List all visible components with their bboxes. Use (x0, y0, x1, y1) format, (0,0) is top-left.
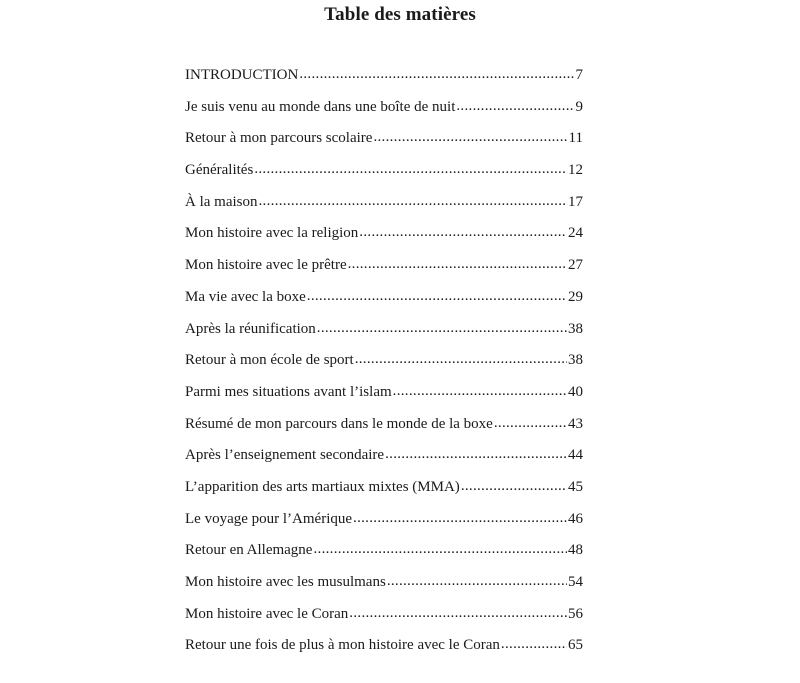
dot-leader (373, 123, 567, 154)
toc-entry-page: 65 (568, 637, 583, 654)
dot-leader (494, 409, 567, 440)
toc-entry (185, 282, 583, 314)
toc-entry-label: Résumé de mon parcours dans le monde de la boxe (185, 415, 493, 432)
toc-entry-label: INTRODUCTION (185, 67, 299, 83)
dot-leader (501, 630, 567, 661)
dot-leader (359, 218, 567, 249)
toc-entry (185, 345, 583, 377)
dot-leader (456, 92, 574, 123)
toc-entry-label: Retour à mon parcours scolaire (185, 130, 373, 147)
toc-entry-page: 9 (575, 98, 583, 115)
toc-entry-label: Mon histoire avec la religion (185, 225, 359, 242)
toc-entry-label: Après la réunification (185, 320, 316, 337)
toc-entry-page: 12 (568, 162, 583, 179)
dot-leader (254, 155, 567, 186)
toc-entry-page: 44 (568, 447, 583, 464)
toc-entry-page: 43 (568, 415, 583, 432)
dot-leader (299, 60, 574, 91)
toc-entry-page: 48 (568, 542, 583, 559)
dot-leader (393, 377, 567, 408)
toc-entry (185, 218, 583, 250)
toc-entry-label: À la maison (185, 193, 258, 210)
toc-entry-page: 46 (568, 510, 583, 527)
toc-entry (185, 535, 583, 567)
toc-entry (185, 92, 583, 124)
toc-entry-page: 54 (568, 574, 583, 590)
toc-entry (185, 250, 583, 282)
toc-entry (185, 472, 583, 504)
toc-title: Table des matières (324, 4, 476, 25)
toc-entry-label: L’apparition des arts martiaux mixtes (MMA) (185, 478, 460, 495)
dot-leader (349, 599, 567, 630)
toc-entry-label: Retour en Allemagne (185, 542, 313, 559)
toc-entry-page: 40 (568, 383, 583, 400)
toc-entry-page: 24 (568, 225, 583, 242)
toc-entry-page: 38 (568, 352, 583, 369)
toc-entry-page: 56 (568, 605, 583, 622)
toc-entry (185, 599, 583, 631)
toc-entry-label: Mon histoire avec le prêtre (185, 257, 347, 274)
dot-leader (307, 282, 567, 313)
toc-entry (185, 60, 583, 92)
dot-leader (317, 314, 567, 345)
dot-leader (355, 345, 567, 376)
toc-list (185, 60, 583, 662)
toc-entry (185, 409, 583, 441)
dot-leader (387, 567, 567, 598)
toc-entry-page: 27 (568, 257, 583, 274)
toc-entry-label: Mon histoire avec les musulmans (185, 574, 386, 590)
dot-leader (353, 504, 567, 535)
toc-entry (185, 187, 583, 219)
toc-entry-label: Mon histoire avec le Coran (185, 605, 349, 622)
toc-entry (185, 155, 583, 187)
toc-entry-label: Le voyage pour l’Amérique (185, 510, 353, 527)
toc-entry-page: 7 (575, 67, 583, 83)
toc-entry-label: Parmi mes situations avant l’islam (185, 383, 392, 400)
dot-leader (461, 472, 567, 503)
toc-entry-page: 29 (568, 288, 583, 305)
toc-entry (185, 567, 583, 599)
toc-entry-label: Après l’enseignement secondaire (185, 447, 385, 464)
toc-entry (185, 630, 583, 662)
toc-entry-page: 17 (568, 193, 583, 210)
toc-entry (185, 314, 583, 346)
dot-leader (385, 440, 567, 471)
dot-leader (313, 535, 567, 566)
toc-entry-page: 11 (568, 130, 583, 147)
toc-entry-page: 38 (568, 320, 583, 337)
toc-entry-label: Retour une fois de plus à mon histoire avec le Coran (185, 637, 500, 654)
dot-leader (259, 187, 568, 218)
toc-entry-label: Retour à mon école de sport (185, 352, 354, 369)
toc-entry (185, 123, 583, 155)
toc-entry (185, 377, 583, 409)
toc-entry-label: Généralités (185, 162, 254, 179)
toc-entry-label: Je suis venu au monde dans une boîte de nuit (185, 98, 456, 115)
toc-entry (185, 504, 583, 536)
toc-entry-page: 45 (568, 478, 583, 495)
dot-leader (348, 250, 567, 281)
toc-entry (185, 440, 583, 472)
toc-entry-label: Ma vie avec la boxe (185, 288, 306, 305)
